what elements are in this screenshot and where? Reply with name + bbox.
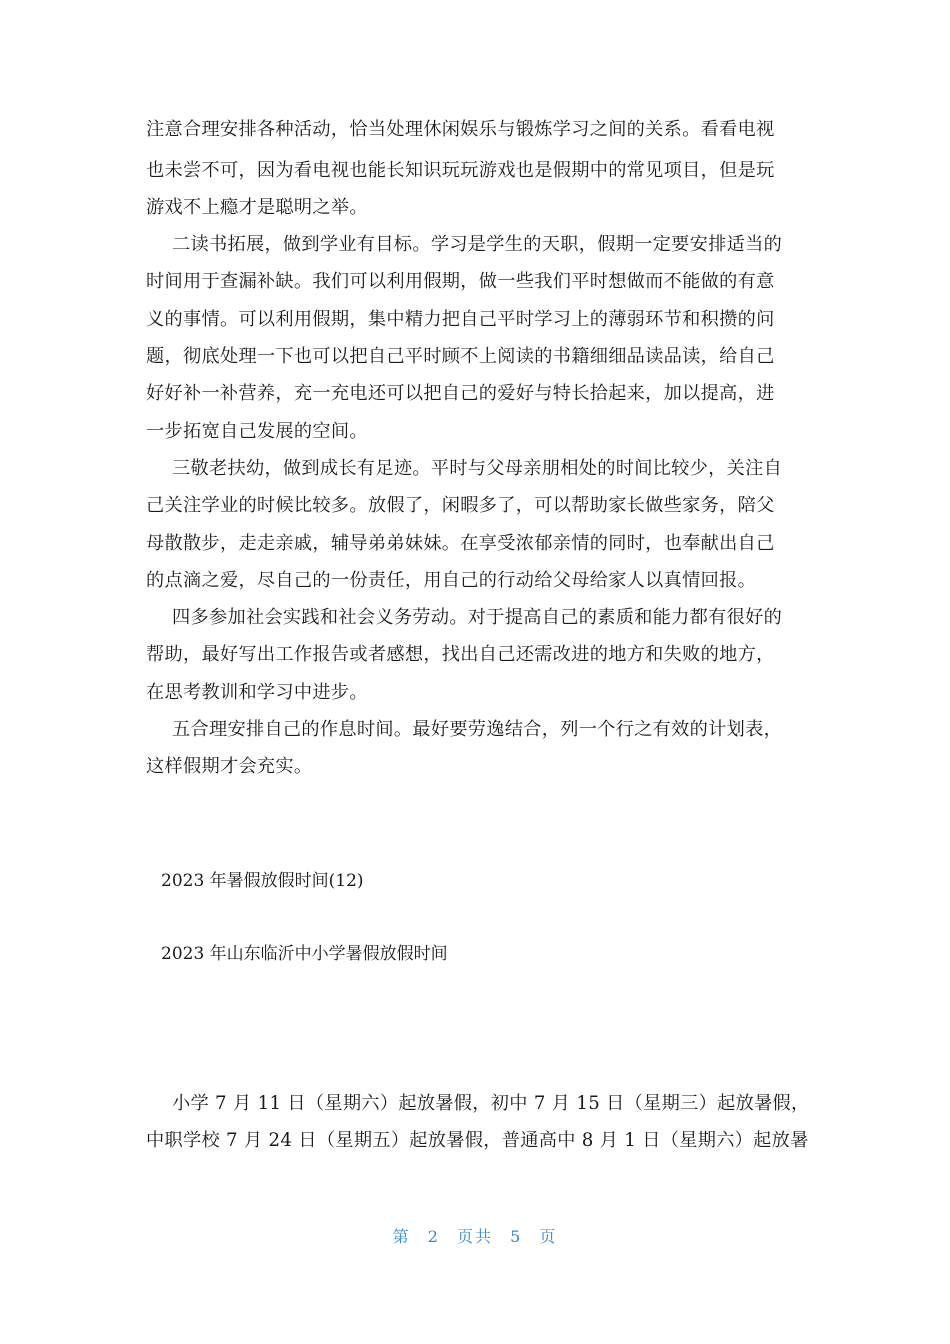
body-text-line: 帮助，最好写出工作报告或者感想，找出自己还需改进的地方和失败的地方， [146,644,775,665]
body-text-line: 好好补一补营养，充一充电还可以把自己的爱好与特长拾起来，加以提高，进 [146,383,775,404]
body-text-line: 题，彻底处理一下也可以把自己平时顾不上阅读的书籍细细品读品读，给自己 [146,346,775,367]
body-text-line: 四多参加社会实践和社会义务劳动。对于提高自己的素质和能力都有很好的 [172,607,783,628]
body-text-line: 二读书拓展，做到学业有目标。学习是学生的天职，假期一定要安排适当的 [172,234,783,255]
body-text-line: 注意合理安排各种活动，恰当处理休闲娱乐与锻炼学习之间的关系。看看电视 [146,119,775,140]
body-text-line: 的点滴之爱，尽自己的一份责任，用自己的行动给父母给家人以真情回报。 [146,570,757,591]
section-title: 2023 年暑假放假时间(12) [161,871,364,891]
body-text-line: 游戏不上瘾才是聪明之举。 [146,197,368,218]
body-text-line: 时间用于查漏补缺。我们可以利用假期，做一些我们平时想做而不能做的有意 [146,271,775,292]
body-text-line: 己关注学业的时候比较多。放假了，闲暇多了，可以帮助家长做些家务，陪父 [146,495,775,516]
body-text-line: 这样假期才会充实。 [146,756,313,777]
body-text-line: 在思考教训和学习中进步。 [146,682,368,703]
section-subtitle: 2023 年山东临沂中小学暑假放假时间 [161,944,448,964]
page-number-footer: 第 2 页共 5 页 [392,1227,558,1246]
body-text-line: 也未尝不可，因为看电视也能长知识玩玩游戏也是假期中的常见项目，但是玩 [146,160,775,181]
body-text-line: 五合理安排自己的作息时间。最好要劳逸结合，列一个行之有效的计划表， [172,719,783,740]
body-text-line: 母散散步，走走亲戚，辅导弟弟妹妹。在享受浓郁亲情的同时，也奉献出自己 [146,533,775,554]
body-text-line: 一步拓宽自己发展的空间。 [146,421,368,442]
body-text-line: 三敬老扶幼，做到成长有足迹。平时与父母亲朋相处的时间比较少，关注自 [172,458,783,479]
schedule-text-line: 小学 7 月 11 日（星期六）起放暑假，初中 7 月 15 日（星期三）起放暑假， [172,1093,810,1114]
schedule-text-line: 中职学校 7 月 24 日（星期五）起放暑假，普通高中 8 月 1 日（星期六）起放暑 [146,1130,809,1151]
body-text-line: 义的事情。可以利用假期，集中精力把自己平时学习上的薄弱环节和积攒的问 [146,309,775,330]
